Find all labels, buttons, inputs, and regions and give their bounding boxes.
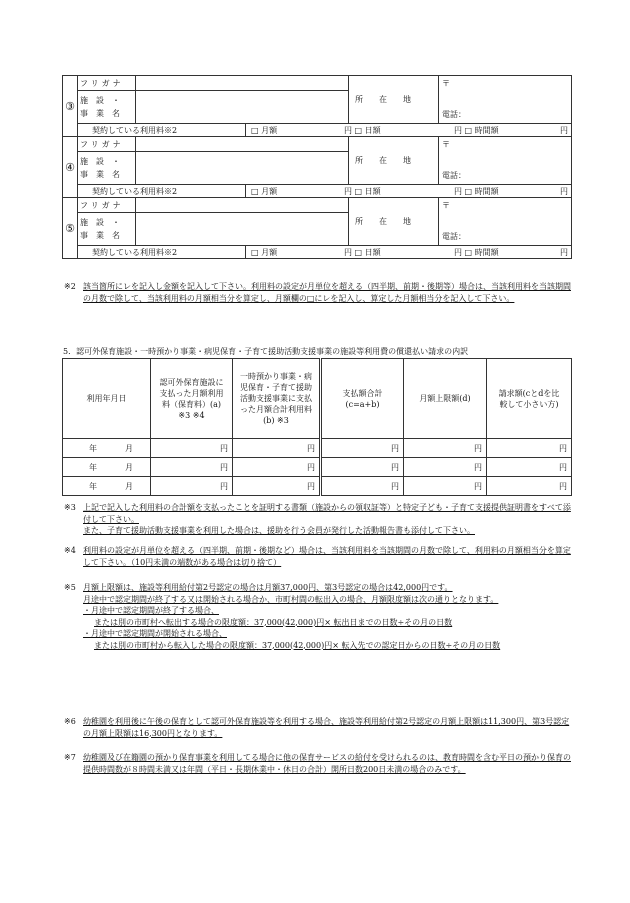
facility-name-label	[78, 91, 136, 124]
note-mark: ※4	[64, 546, 76, 555]
header-date: 利用年月日	[63, 359, 151, 439]
address-label: 所 在 地	[349, 198, 439, 246]
yen-label: 円	[307, 462, 315, 472]
note-3	[64, 502, 572, 537]
yen-label: 円	[559, 462, 567, 472]
furigana-field[interactable]	[136, 137, 349, 152]
yen-label: 円	[560, 126, 568, 135]
amount-cell[interactable]	[151, 439, 233, 458]
facility-name-line-2: 事 業 名	[80, 231, 120, 240]
note-4	[64, 545, 572, 568]
postal-mark: 〒	[442, 201, 450, 210]
table-row	[63, 439, 572, 458]
phone-label: 電話：	[442, 110, 466, 119]
hourly-checkbox[interactable]: 円 □ 時間額	[454, 126, 499, 135]
amount-cell[interactable]	[487, 458, 572, 477]
amount-cell[interactable]	[404, 439, 487, 458]
note-text: 利用料の設定が月単位を超える（四半期、前期・後期など）場合は、当該利用料を当該期間の月数で除して、利用料の月額相当分を算定して下さい。（10円未満の端数がある場合は切り捨て）	[83, 546, 571, 567]
furigana-field[interactable]	[136, 198, 349, 213]
note-text-2: 月途中で認定期間が終了する又は開始される場合か、市町村間の転出入の場合、月額限度額は次の通りとなります。	[83, 594, 499, 604]
facility-name-line-1: 施 設 ・	[80, 218, 120, 227]
monthly-checkbox[interactable]: □ 月額	[251, 187, 278, 196]
yen-label: 円	[474, 462, 482, 472]
yen-label: 円	[559, 481, 567, 491]
bullet-2: ・月途中で認定期間が開始される場合、	[83, 629, 227, 638]
monthly-checkbox[interactable]: □ 月額	[251, 248, 278, 257]
date-cell[interactable]	[63, 458, 151, 477]
note-mark: ※6	[64, 717, 76, 726]
header-c: 支払額合計(c=a+b)	[321, 359, 404, 439]
yen-label: 円	[391, 443, 399, 453]
note-5	[64, 582, 572, 651]
facility-name-label	[78, 213, 136, 246]
amount-cell[interactable]	[233, 458, 321, 477]
facility-number: ⑤	[63, 198, 78, 259]
amount-cell[interactable]	[321, 477, 404, 496]
amount-cell[interactable]	[233, 439, 321, 458]
furigana-field[interactable]	[136, 76, 349, 91]
furigana-label: フリガナ	[78, 137, 136, 152]
address-field[interactable]	[439, 198, 572, 246]
facility-name-line-2: 事 業 名	[80, 170, 120, 179]
postal-mark: 〒	[442, 140, 450, 149]
amount-cell[interactable]	[151, 458, 233, 477]
bullet-1: ・月途中で認定期間が終了する場合、	[83, 606, 219, 615]
note-mark: ※7	[64, 753, 76, 762]
header-e: 請求額(cとdを比較して小さい方)	[487, 359, 572, 439]
yen-label: 円	[307, 481, 315, 491]
note-2	[64, 281, 572, 304]
amount-cell[interactable]	[321, 458, 404, 477]
daily-checkbox[interactable]: 円 □ 日額	[344, 126, 381, 135]
facility-name-line-2: 事 業 名	[80, 109, 120, 118]
year-label: 年	[89, 463, 97, 472]
furigana-label: フリガナ	[78, 76, 136, 91]
note-6	[64, 716, 572, 739]
yen-label: 円	[559, 443, 567, 453]
address-field[interactable]	[439, 137, 572, 185]
facility-name-label	[78, 152, 136, 185]
daily-checkbox[interactable]: 円 □ 日額	[344, 248, 381, 257]
fee-options	[246, 185, 572, 198]
yen-label: 円	[474, 443, 482, 453]
yen-label: 円	[391, 462, 399, 472]
facility-name-field[interactable]	[136, 91, 349, 124]
postal-mark: 〒	[442, 79, 450, 88]
amount-cell[interactable]	[487, 477, 572, 496]
facility-name-field[interactable]	[136, 213, 349, 246]
note-text-2: また、子育て援助活動支援事業を利用した場合は、援助を行う会員が発行した活動報告書も添付して下さい。	[83, 526, 475, 535]
reimbursement-table	[62, 358, 572, 496]
yen-label: 円	[560, 187, 568, 196]
amount-cell[interactable]	[321, 439, 404, 458]
header-a: 認可外保育施設に支払った月額利用料（保育料）(a) ※3 ※4	[151, 359, 233, 439]
fee-options	[246, 124, 572, 137]
formula-1: または別の市町村へ転出する場合の限度額：37,000(42,000)円× 転出日までの日数÷その月の日数	[94, 617, 453, 627]
note-text: 該当箇所にレを記入し金額を記入して下さい。利用料の設定が月単位を超える（四半期、前期・後期等）場合は、当該利用料を当該期間の月数で除して、当該利用料の月額相当分を算定し、月額欄の□にレを記入し、算定した月額相当分を記入して下さい。	[83, 282, 571, 303]
facility-name-line-1: 施 設 ・	[80, 157, 120, 166]
yen-label: 円	[474, 481, 482, 491]
header-d: 月額上限額(d)	[404, 359, 487, 439]
yen-label: 円	[220, 462, 228, 472]
amount-cell[interactable]	[151, 477, 233, 496]
facility-table	[62, 75, 572, 259]
hourly-checkbox[interactable]: 円 □ 時間額	[454, 187, 499, 196]
year-label: 年	[89, 444, 97, 453]
amount-cell[interactable]	[487, 439, 572, 458]
contract-fee-label: 契約している利用料※2	[78, 246, 246, 259]
note-7	[64, 752, 572, 775]
contract-fee-label: 契約している利用料※2	[78, 185, 246, 198]
note-text: 月額上限額は、施設等利用給付第2号認定の場合は月額37,000円、第3号認定の場合は42,000円です。	[83, 583, 453, 592]
note-text: 幼稚園を利用後に午後の保育として認可外保育施設等を利用する場合、施設等利用給付第2号認定の月額上限額は11,300円、第3号認定の月額上限額は16,300円となります。	[83, 717, 570, 738]
furigana-label: フリガナ	[78, 198, 136, 213]
month-label: 月	[125, 444, 133, 453]
note-mark: ※5	[64, 583, 76, 592]
address-label: 所 在 地	[349, 137, 439, 185]
date-cell[interactable]	[63, 439, 151, 458]
year-label: 年	[89, 482, 97, 491]
facility-number: ④	[63, 137, 78, 198]
monthly-checkbox[interactable]: □ 月額	[251, 126, 278, 135]
header-b: 一時預かり事業・病児保育・子育て援助活動支援事業に支払った月額合計利用料(b) ※3	[233, 359, 321, 439]
amount-cell[interactable]	[233, 477, 321, 496]
facility-number: ③	[63, 76, 78, 137]
section5-title: 5．認可外保育施設・一時預かり事業・病児保育・子育て援助活動支援事業の施設等利用費の償還払い請求の内訳	[63, 347, 469, 356]
note-mark: ※2	[64, 282, 76, 291]
address-label: 所 在 地	[349, 76, 439, 124]
amount-cell[interactable]	[404, 458, 487, 477]
month-label: 月	[125, 482, 133, 491]
table-row	[63, 458, 572, 477]
daily-checkbox[interactable]: 円 □ 日額	[344, 187, 381, 196]
date-cell[interactable]	[63, 477, 151, 496]
table-row	[63, 477, 572, 496]
yen-label: 円	[560, 248, 568, 257]
phone-label: 電話：	[442, 171, 466, 180]
yen-label: 円	[391, 481, 399, 491]
note-mark: ※3	[64, 503, 76, 512]
yen-label: 円	[307, 443, 315, 453]
note-text: 上記で記入した利用料の合計額を支払ったことを証明する書類（施設からの領収証等）と特定子ども・子育て支援提供証明書をすべて添付して下さい。	[83, 503, 571, 524]
note-text: 幼稚園及び在籍園の預かり保育事業を利用してる場合に他の保育サービスの給付を受けられるのは、教育時間を含む平日の預かり保育の提供時間数が８時間未満又は年間（平日・長期休業中・休日の合計）開所日数200日未満の場合のみです。	[83, 753, 571, 774]
address-field[interactable]	[439, 76, 572, 124]
yen-label: 円	[220, 481, 228, 491]
contract-fee-label: 契約している利用料※2	[78, 124, 246, 137]
facility-name-line-1: 施 設 ・	[80, 96, 120, 105]
month-label: 月	[125, 463, 133, 472]
hourly-checkbox[interactable]: 円 □ 時間額	[454, 248, 499, 257]
phone-label: 電話：	[442, 232, 466, 241]
facility-name-field[interactable]	[136, 152, 349, 185]
fee-options	[246, 246, 572, 259]
formula-2: または別の市町村から転入した場合の限度額：37,000(42,000)円× 転入先での認定日からの日数÷その月の日数	[94, 640, 501, 650]
amount-cell[interactable]	[404, 477, 487, 496]
yen-label: 円	[220, 443, 228, 453]
